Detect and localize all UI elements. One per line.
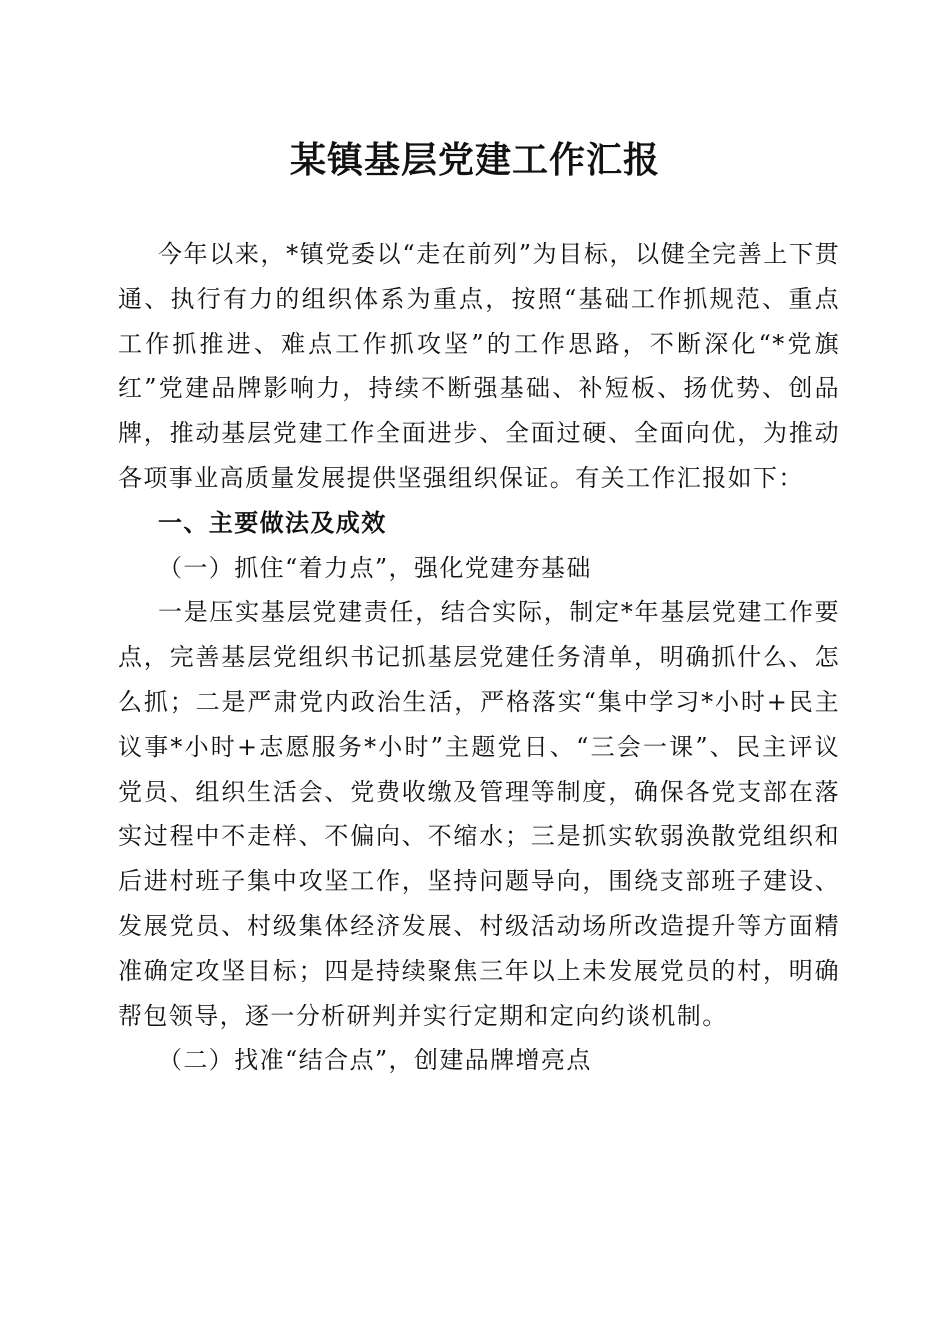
subsection-1-paragraph: 一是压实基层党建责任，结合实际，制定*年基层党建工作要点，完善基层党组织书记抓基层党建任务清单，明确抓什么、怎么抓；二是严肃党内政治生活，严格落实“集中学习*小时+民主议事*小时+志愿服务*小时”主题党日、“三会一课”、民主评议党员、组织生活会、党费收缴及管理等制度，确保各党支部在落实过程中不走样、不偏向、不缩水；三是抓实软弱涣散党组织和后进村班子集中攻坚工作，坚持问题导向，围绕支部班子建设、发展党员、村级集体经济发展、村级活动场所改造提升等方面精准确定攻坚目标；四是持续聚焦三年以上未发展党员的村，明确帮包领导，逐一分析研判并实行定期和定向约谈机制。 <box>118 598 840 1030</box>
section-heading-main-practices: 一、主要做法及成效 <box>158 508 387 537</box>
document-title: 某镇基层党建工作汇报 <box>289 139 660 181</box>
intro-paragraph: 今年以来，*镇党委以“走在前列”为目标，以健全完善上下贯通、执行有力的组织体系为重点，按照“基础工作抓规范、重点工作抓推进、难点工作抓攻坚”的工作思路，不断深化“*党旗红”党建品牌影响力，持续不断强基础、补短板、扬优势、创品牌，推动基层党建工作全面进步、全面过硬、全面向优，为推动各项事业高质量发展提供坚强组织保证。有关工作汇报如下： <box>118 240 840 492</box>
subsection-heading-1: （一）抓住“着力点”，强化党建夯基础 <box>158 553 592 582</box>
subsection-heading-2: （二）找准“结合点”，创建品牌增亮点 <box>158 1046 592 1075</box>
document-body <box>118 232 840 1083</box>
